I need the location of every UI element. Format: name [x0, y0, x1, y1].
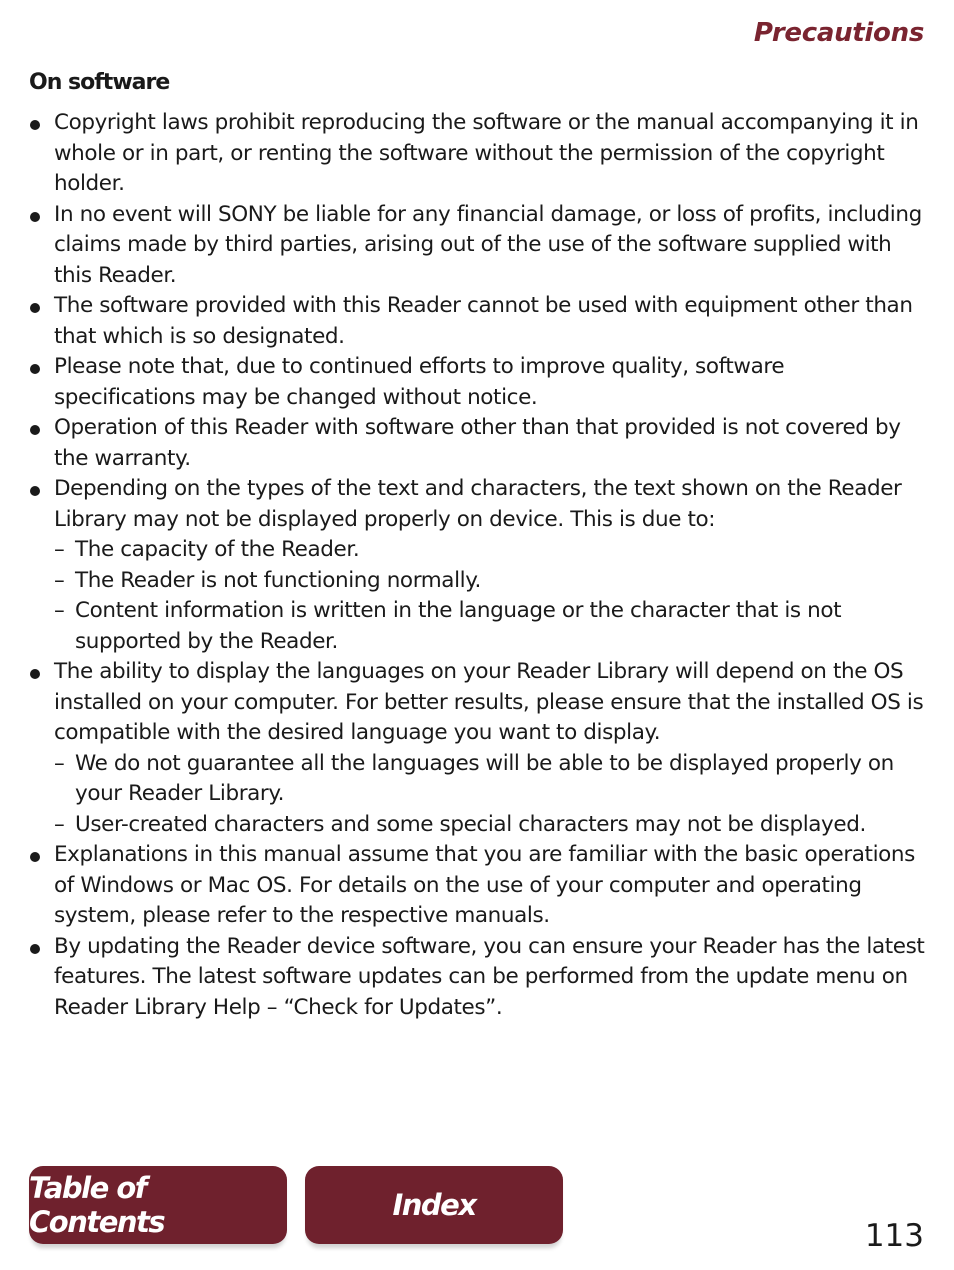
- sub-list-item: [28, 596, 928, 657]
- page-number: 113: [864, 1218, 924, 1254]
- page-header-title: Precautions: [753, 18, 924, 48]
- list-item-text: Depending on the types of the text and characters, the text shown on the Reader Library may not be displayed properly on device. This is due to:: [54, 476, 902, 532]
- list-item: [28, 291, 928, 352]
- list-item-text: Copyright laws prohibit reproducing the software or the manual accompanying it in whole or in part, or renting the software without the permission of the copyright holder.: [54, 110, 919, 196]
- sub-list-item: [28, 749, 928, 810]
- list-item: [28, 413, 928, 474]
- sub-list-item-text: User-created characters and some special characters may not be displayed.: [75, 811, 866, 837]
- list-item: [28, 352, 928, 413]
- sub-list-item-text: We do not guarantee all the languages will be able to be displayed properly on your Reader Library.: [75, 750, 894, 806]
- bullet-icon: [30, 944, 40, 954]
- sub-list-item-text: The Reader is not functioning normally.: [75, 567, 481, 593]
- sub-list-item-text: Content information is written in the language or the character that is not supported by the Reader.: [75, 598, 842, 654]
- list-item-text: Explanations in this manual assume that you are familiar with the basic operations of Windows or Mac OS. For details on the use of your computer and operating system, please refer to the respective manuals.: [54, 842, 915, 928]
- list-item-text: In no event will SONY be liable for any financial damage, or loss of profits, including claims made by third parties, arising out of the use of the software supplied with this Reader.: [54, 201, 922, 288]
- table-of-contents-button[interactable]: Table of Contents: [29, 1166, 287, 1244]
- list-item: [28, 474, 928, 535]
- dash-icon: –: [54, 567, 65, 593]
- list-item-text: Operation of this Reader with software other than that provided is not covered by the warranty.: [54, 415, 901, 471]
- bullet-icon: [30, 303, 40, 313]
- list-item: [28, 840, 928, 932]
- sub-list-item: [28, 535, 928, 566]
- bullet-icon: [30, 669, 40, 679]
- bullet-list: [28, 108, 928, 1023]
- sub-list-item: [28, 566, 928, 597]
- dash-icon: –: [54, 598, 65, 623]
- list-item-text: The software provided with this Reader cannot be used with equipment other than that which is so designated.: [54, 293, 913, 349]
- sub-list-item: [28, 810, 928, 841]
- dash-icon: –: [54, 750, 65, 776]
- list-item: [28, 932, 928, 1024]
- list-item-text: By updating the Reader device software, you can ensure your Reader has the latest features. The latest software updates can be performed from the update menu on Reader Library Help – “Check for Updates”.: [54, 933, 925, 1020]
- bullet-icon: [30, 120, 40, 130]
- list-item-text: The ability to display the languages on your Reader Library will depend on the OS installed on your computer. For better results, please ensure that the installed OS is compatible with the desired language you want to display.: [54, 659, 924, 745]
- dash-icon: –: [54, 537, 65, 562]
- list-item: [28, 657, 928, 749]
- bullet-icon: [30, 425, 40, 435]
- bullet-icon: [30, 486, 40, 496]
- bullet-icon: [30, 212, 40, 222]
- list-item: [28, 108, 928, 200]
- list-item-text: Please note that, due to continued efforts to improve quality, software specifications may be changed without notice.: [54, 354, 785, 410]
- section-heading: On software: [29, 70, 170, 95]
- bullet-icon: [30, 852, 40, 862]
- bullet-icon: [30, 364, 40, 374]
- index-button[interactable]: Index: [305, 1166, 563, 1244]
- sub-list-item-text: The capacity of the Reader.: [75, 537, 360, 562]
- list-item: [28, 200, 928, 292]
- dash-icon: –: [54, 811, 65, 837]
